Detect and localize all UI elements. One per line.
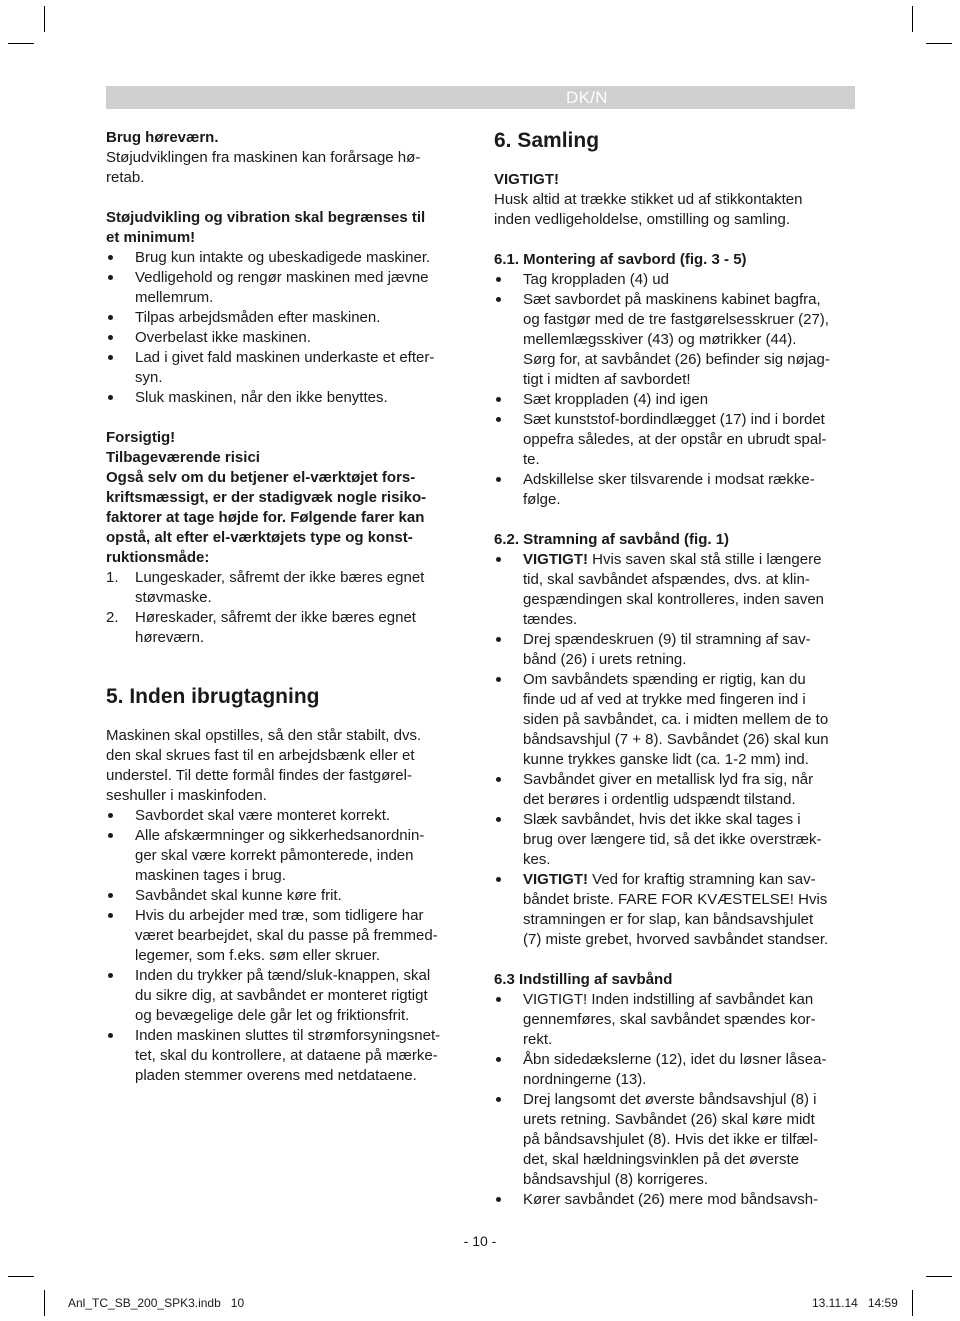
language-tag: DK/N <box>566 88 608 107</box>
warning-label: VIGTIGT! <box>523 551 588 568</box>
list-item: Tilpas arbejdsmåden efter maskinen. <box>106 308 468 328</box>
list-item <box>494 870 856 950</box>
important-label: VIGTIGT! <box>494 171 559 188</box>
caution-heading: Forsigtig! <box>106 429 176 446</box>
crop-mark <box>8 1276 34 1277</box>
section-6-3-list <box>494 990 856 1210</box>
section-6-title: 6. Samling <box>494 129 600 152</box>
list-item <box>106 568 468 608</box>
list-item: Lad i givet fald maskinen underkaste et efter- syn. <box>106 348 468 388</box>
item-number: 1. <box>106 569 119 586</box>
item-text: Høreskader, såfremt der ikke bæres egnet høreværn. <box>135 609 416 646</box>
list-item: Adskillelse sker tilsvarende i modsat række- følge. <box>494 470 856 510</box>
header-bar <box>106 86 855 109</box>
list-item: Drej langsomt det øverste båndsavshjul (8) i urets retning. Savbåndet (26) skal køre midt på båndsavshjulet (8). Hvis det ikke er tilfæl- det, skal hældningsvinklen på det øverste båndsavshjul (8) korrigeres. <box>494 1090 856 1190</box>
footer-file-name: Anl_TC_SB_200_SPK3.indb 10 <box>68 1296 245 1310</box>
list-item: Slæk savbåndet, hvis det ikke skal tages i brug over længere tid, så det ikke overstræk- kes. <box>494 810 856 870</box>
crop-mark <box>926 1276 952 1277</box>
section-5-text: Maskinen skal opstilles, så den står stabilt, dvs. den skal skrues fast til en arbejdsbænk eller et understel. Til dette formål findes der fastgørel- seshuller i maskinfoden. <box>106 727 422 804</box>
list-item: Savbåndet skal kunne køre frit. <box>106 886 468 906</box>
item-text: Ved for kraftig stramning kan sav- båndet briste. FARE FOR KVÆSTELSE! Hvis stramningen er for slap, kan båndsavshjulet (7) miste grebet, hvorved savbåndet standser. <box>523 871 829 948</box>
item-text: Hvis saven skal stå stille i længere tid, skal savbåndet afspændes, dvs. at klin- gespændingen skal kontrolleres, inden saven tændes. <box>523 551 825 628</box>
list-item <box>494 550 856 630</box>
list-item: Vedligehold og rengør maskinen med jævne mellemrum. <box>106 268 468 308</box>
list-item: Kører savbåndet (26) mere mod båndsavsh- <box>494 1190 856 1210</box>
vibration-list <box>106 248 468 408</box>
page-number: - 10 - <box>463 1233 497 1249</box>
section-6-3-title: 6.3 Indstilling af savbånd <box>494 971 673 988</box>
list-item: Alle afskærmninger og sikkerhedsanordnin- ger skal være korrekt påmonterede, inden maskinen tages i brug. <box>106 826 468 886</box>
section-6-2-title: 6.2. Stramning af savbånd (fig. 1) <box>494 531 730 548</box>
section-5-list <box>106 806 468 1086</box>
footer-date-time: 13.11.14 14:59 <box>812 1296 898 1310</box>
list-item: Hvis du arbejder med træ, som tidligere har været bearbejdet, skal du passe på fremmed- legemer, som f.eks. søm eller skruer. <box>106 906 468 966</box>
section-6-2-list <box>494 550 856 950</box>
item-text: Lungeskader, såfremt der ikke bæres egnet støvmaske. <box>135 569 425 606</box>
right-column <box>494 128 856 1210</box>
section-6-1-list <box>494 270 856 510</box>
section-6-1-title: 6.1. Montering af savbord (fig. 3 - 5) <box>494 251 747 268</box>
noise-heading: Brug høreværn. <box>106 129 219 146</box>
warning-label: VIGTIGT! <box>523 871 588 888</box>
list-item: Inden du trykker på tænd/sluk-knappen, skal du sikre dig, at savbåndet er monteret rigtigt og bevægelige dele går let og friktionsfrit. <box>106 966 468 1026</box>
crop-mark <box>8 43 34 44</box>
list-item: Savbordet skal være monteret korrekt. <box>106 806 468 826</box>
list-item: Drej spændeskruen (9) til stramning af sav- bånd (26) i urets retning. <box>494 630 856 670</box>
list-item: Overbelast ikke maskinen. <box>106 328 468 348</box>
section-5-title: 5. Inden ibrugtagning <box>106 685 320 708</box>
list-item <box>106 608 468 648</box>
risk-list <box>106 568 468 648</box>
list-item: Tag kroppladen (4) ud <box>494 270 856 290</box>
list-item: Brug kun intakte og ubeskadigede maskiner. <box>106 248 468 268</box>
list-item: VIGTIGT! Inden indstilling af savbåndet kan gennemføres, skal savbåndet spændes kor- rekt. <box>494 990 856 1050</box>
list-item: Sluk maskinen, når den ikke benyttes. <box>106 388 468 408</box>
list-item: Om savbåndets spænding er rigtig, kan du finde ud af ved at trykke med fingeren ind i siden på savbåndet, ca. i midten mellem de to båndsavshjul (7 + 8). Savbåndet (26) skal kun kunne trykkes ganske lidt (ca. 1-2 mm) ind. <box>494 670 856 770</box>
crop-mark <box>926 43 952 44</box>
crop-mark <box>912 1290 913 1316</box>
crop-mark <box>912 6 913 32</box>
crop-mark <box>44 1290 45 1316</box>
list-item: Sæt savbordet på maskinens kabinet bagfra, og fastgør med de tre fastgørelsesskruer (27), mellemlægsskiver (43) og møtrikker (44). Sørg for, at savbåndet (26) befinder sig nøjag- tigt i midten af savbordet! <box>494 290 856 390</box>
caution-text: Også selv om du betjener el-værktøjet fors- kriftsmæssigt, er der stadigvæk nogle risiko- faktorer at tage højde for. Følgende farer kan opstå, alt efter el-værktøjets type og konst- ruktionsmåde: <box>106 469 427 566</box>
list-item: Sæt kunststof-bordindlægget (17) ind i bordet oppefra således, at der opstår en ubrudt spal- te. <box>494 410 856 470</box>
caution-subheading: Tilbageværende risici <box>106 449 260 466</box>
list-item: Sæt kroppladen (4) ind igen <box>494 390 856 410</box>
vibration-heading: Støjudvikling og vibration skal begrænses til et minimum! <box>106 209 426 246</box>
list-item: Åbn sidedækslerne (12), idet du løsner låsea- nordningerne (13). <box>494 1050 856 1090</box>
crop-mark <box>44 6 45 32</box>
item-number: 2. <box>106 609 119 626</box>
important-text: Husk altid at trække stikket ud af stikkontakten inden vedligeholdelse, omstilling og samling. <box>494 191 803 228</box>
left-column <box>106 128 468 1086</box>
noise-text: Støjudviklingen fra maskinen kan forårsage hø- retab. <box>106 149 421 186</box>
list-item: Savbåndet giver en metallisk lyd fra sig, når det berøres i ordentlig udspændt tilstand. <box>494 770 856 810</box>
list-item: Inden maskinen sluttes til strømforsyningsnet- tet, skal du kontrollere, at dataene på mærke- pladen stemmer overens med netdataene. <box>106 1026 468 1086</box>
